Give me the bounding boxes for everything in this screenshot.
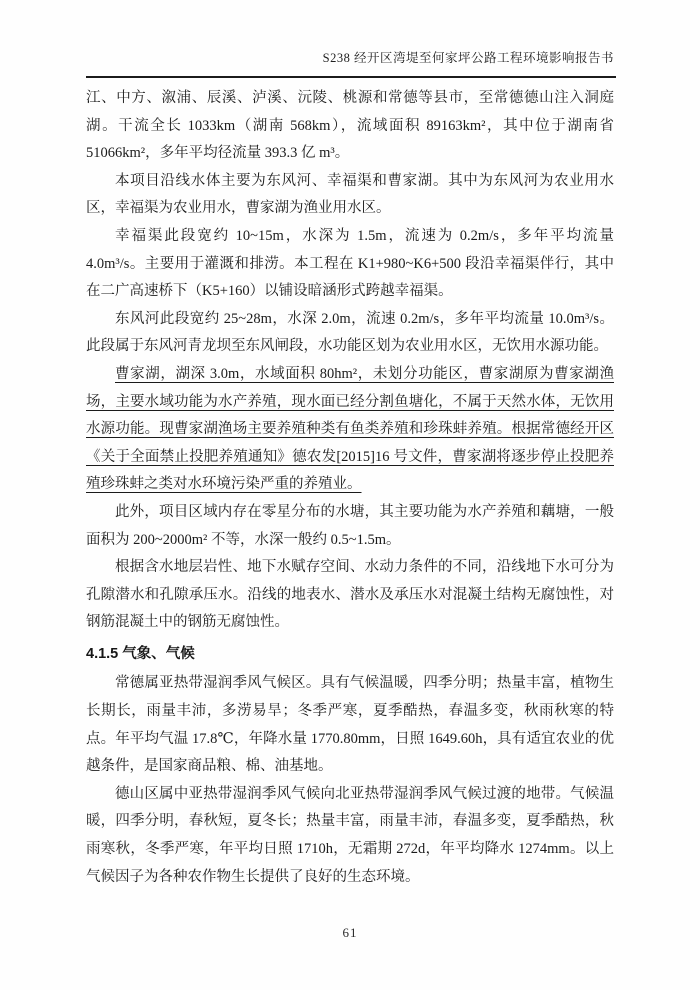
page-number: 61 xyxy=(342,925,358,940)
document-body xyxy=(86,85,614,891)
paragraph-scattered-ponds: 此外，项目区域内存在零星分布的水塘，其主要功能为水产养殖和藕塘，一般面积为 200~2000m² 不等，水深一般约 0.5~1.5m。 xyxy=(86,503,614,548)
paragraph-waterbodies-overview: 本项目沿线水体主要为东风河、幸福渠和曹家湖。其中为东风河为农业用水区，幸福渠为农业用水，曹家湖为渔业用水区。 xyxy=(86,172,614,217)
paragraph-dongfeng-river: 东风河此段宽约 25~28m，水深 2.0m，流速 0.2m/s，多年平均流量 10.0m³/s。此段属于东风河青龙坝至东风闸段，水功能区划为农业用水区，无饮用水源功能。 xyxy=(86,310,614,355)
paragraph-changde-climate: 常德属亚热带湿润季风气候区。具有气候温暖，四季分明；热量丰富，植物生长期长，雨量丰沛，多涝易旱；冬季严寒，夏季酷热，春温多变，秋雨秋寒的特点。年平均气温 17.8℃，年降水量 1770.80mm，日照 1649.60h，具有适宜农业的优越条件，是国家商品粮、棉、油基地。 xyxy=(86,675,614,775)
paragraph-deshan-climate: 德山区属中亚热带湿润季风气候向北亚热带湿润季风气候过渡的地带。气候温暖，四季分明，春秋短，夏冬长；热量丰富，雨量丰沛，春温多变，夏季酷热，秋雨寒秋，冬季严寒，年平均日照 1710h，无霜期 272d，年平均降水 1274mm。以上气候因子为各种农作物生长提供了良好的生态环境。 xyxy=(86,785,614,885)
running-header-title: S238 经开区湾堤至何家坪公路工程环境影响报告书 xyxy=(322,51,614,65)
page-footer xyxy=(0,924,700,942)
paragraph-caojia-lake-underlined: 曹家湖，湖深 3.0m，水域面积 80hm²，未划分功能区，曹家湖原为曹家湖渔场，主要水域功能为水产养殖，现水面已经分割鱼塘化，不属于天然水体，无饮用水源功能。现曹家湖渔场主要养殖种类有鱼类养殖和珍珠蚌养殖。根据常德经开区《关于全面禁止投肥养殖通知》德农发[2015]16 号文件，曹家湖将逐步停止投肥养殖珍珠蚌之类对水环境污染严重的养殖业。 xyxy=(86,365,614,493)
header-divider xyxy=(86,76,616,78)
paragraph-river-continuation: 江、中方、溆浦、辰溪、泸溪、沅陵、桃源和常德等县市，至常德德山注入洞庭湖。干流全长 1033km（湖南 568km），流域面积 89163km²，其中位于湖南省 51066km²，多年平均径流量 393.3 亿 m³。 xyxy=(86,90,614,162)
paragraph-groundwater: 根据含水地层岩性、地下水赋存空间、水动力条件的不同，沿线地下水可分为孔隙潜水和孔隙承压水。沿线的地表水、潜水及承压水对混凝土结构无腐蚀性，对钢筋混凝土中的钢筋无腐蚀性。 xyxy=(86,559,614,631)
section-heading-4-1-5: 4.1.5 气象、气候 xyxy=(86,645,195,662)
paragraph-xingfu-canal: 幸福渠此段宽约 10~15m，水深为 1.5m，流速为 0.2m/s，多年平均流量 4.0m³/s。主要用于灌溉和排涝。本工程在 K1+980~K6+500 段沿幸福渠伴行，其中在二广高速桥下（K5+160）以铺设暗涵形式跨越幸福渠。 xyxy=(86,227,614,300)
page-header xyxy=(0,0,700,67)
